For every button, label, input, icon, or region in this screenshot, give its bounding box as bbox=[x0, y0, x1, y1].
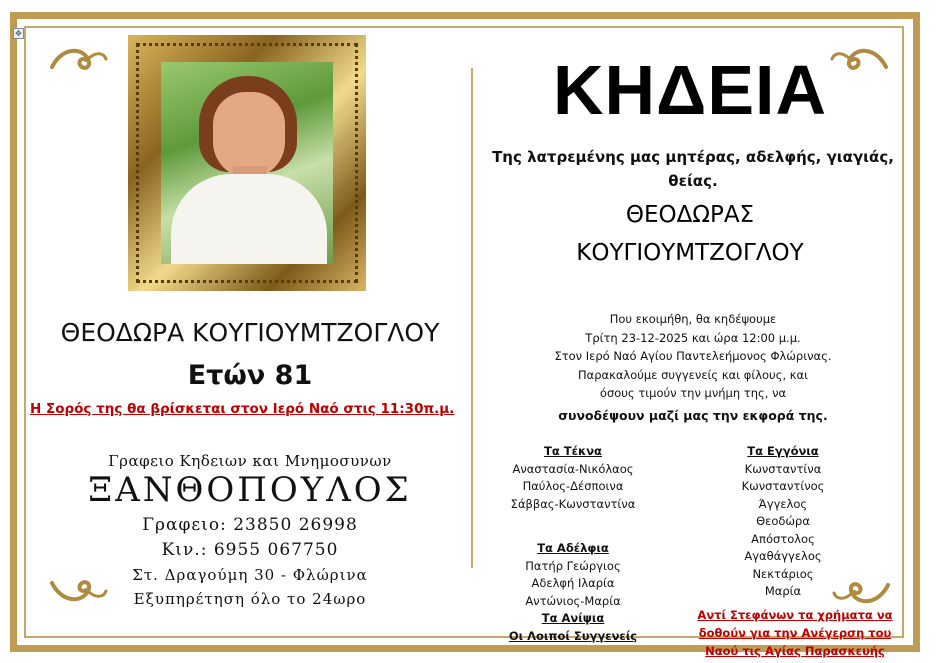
list-item: Νεκτάριος bbox=[752, 566, 814, 581]
donation-line: Αντί Στεφάνων τα χρήματα να bbox=[697, 608, 893, 622]
details-line: συνοδέψουν μαζί μας την εκφορά της. bbox=[558, 407, 828, 423]
service-hours: Εξυπηρέτηση όλο το 24ωρο bbox=[133, 590, 367, 608]
deceased-age: Ετών 81 bbox=[187, 360, 313, 391]
list-item: Θεοδώρα bbox=[756, 514, 810, 528]
list-item: Κωνσταντίνος bbox=[741, 479, 825, 493]
other-relatives-header: Οι Λοιποί Συγγενείς bbox=[508, 628, 638, 643]
intro-text: Της λατρεμένης μας μητέρας, αδελφής, γιαγιάς, θείας. bbox=[492, 148, 894, 190]
portrait-frame bbox=[128, 35, 366, 291]
donation-note bbox=[688, 606, 902, 660]
details-line: Παρακαλούμε συγγενείς και φίλους, και bbox=[577, 367, 809, 382]
deceased-last-name: ΚΟΥΓΙΟΥΜΤΖΟΓΛΟΥ bbox=[576, 240, 804, 266]
details-line: Τρίτη 23-12-2025 και ώρα 12:00 μ.μ. bbox=[585, 330, 801, 345]
grandchildren-list bbox=[688, 443, 878, 601]
funeral-details bbox=[488, 310, 898, 425]
list-item: Άγγελος bbox=[758, 496, 808, 511]
list-item: Αγαθάγγελος bbox=[744, 549, 822, 563]
nephews-header: Τα Ανίψια bbox=[541, 611, 605, 625]
deceased-name-block bbox=[490, 196, 890, 272]
children-list bbox=[478, 443, 668, 513]
mobile-phone: Κιν.: 6955 067750 bbox=[161, 540, 339, 560]
office-address: Στ. Δραγούμη 30 - Φλώρινα bbox=[132, 566, 368, 584]
move-handle-icon[interactable]: ✥ bbox=[13, 28, 24, 39]
portrait-photo bbox=[161, 62, 333, 264]
list-item: Απόστολος bbox=[751, 531, 815, 546]
donation-line: Ναού τις Αγίας Παρασκευής bbox=[705, 644, 885, 658]
children-header: Τα Τέκνα bbox=[544, 444, 602, 458]
details-line: Που εκοιμήθη, θα κηδέψουμε bbox=[609, 312, 777, 326]
list-item: Αναστασία-Νικόλαος bbox=[512, 461, 634, 476]
page-title: ΚΗΔΕΙΑ bbox=[552, 51, 828, 129]
corner-flourish-icon bbox=[48, 45, 110, 75]
list-item: Σάββας-Κωνσταντίνα bbox=[510, 496, 636, 511]
siblings-list bbox=[478, 540, 668, 645]
coffin-time-note: Η Σορός της θα βρίσκεται στον Ιερό Ναό στις 11:30π.μ. bbox=[30, 401, 455, 417]
list-item: Αδελφή Ιλαρία bbox=[531, 576, 615, 590]
deceased-first-name: ΘΕΟΔΩΡΑΣ bbox=[625, 202, 755, 228]
list-item: Πατήρ Γεώργιος bbox=[525, 558, 621, 573]
details-line: Στον Ιερό Ναό Αγίου Παντελεήμονος Φλώρινας. bbox=[554, 349, 832, 363]
siblings-header: Τα Αδέλφια bbox=[537, 541, 609, 555]
deceased-full-name: ΘΕΟΔΩΡΑ ΚΟΥΓΙΟΥΜΤΖΟΓΛΟΥ bbox=[60, 318, 440, 347]
list-item: Παύλος-Δέσποινα bbox=[522, 479, 624, 493]
funeral-office-tagline: Γραφειο Κηδειων και Μνημοσυνων bbox=[108, 452, 392, 470]
details-line: όσους τιμούν την μνήμη της, να bbox=[599, 386, 787, 400]
office-phone: Γραφειο: 23850 26998 bbox=[142, 515, 358, 535]
funeral-office-name: ΞΑΝΘΟΠΟΥΛΟΣ bbox=[88, 470, 412, 510]
column-divider bbox=[471, 68, 473, 568]
donation-line: δοθούν για την Ανέγερση του bbox=[698, 626, 892, 640]
list-item: Αντώνιος-Μαρία bbox=[525, 593, 621, 608]
grandchildren-header: Τα Εγγόνια bbox=[747, 444, 819, 458]
list-item: Κωνσταντίνα bbox=[744, 461, 822, 476]
list-item: Μαρία bbox=[764, 584, 802, 598]
